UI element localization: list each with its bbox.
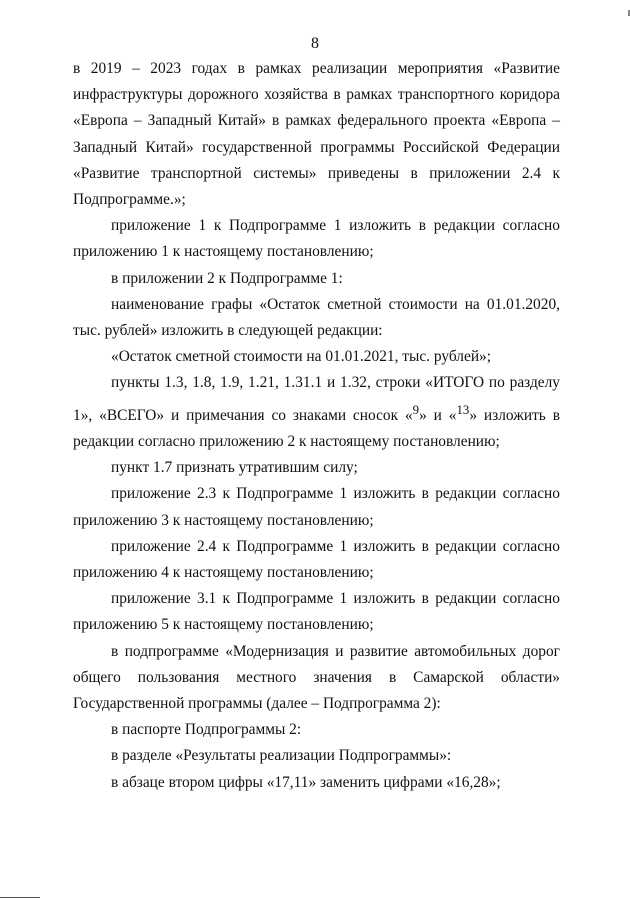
scan-edge-line: [0, 897, 40, 898]
page-number: 8: [311, 35, 319, 52]
paragraph-subprogram-2: в подпрограмме «Модернизация и развитие автомобильных дорог общего пользования местного значения в Самарской области» Государственной программы (далее – Подпрограмма 2):: [73, 642, 560, 712]
paragraph-point-1-7: пункт 1.7 признать утратившим силу;: [111, 459, 358, 477]
paragraph-results-section: в разделе «Результаты реализации Подпрограммы»:: [111, 747, 452, 765]
paragraph-appendix-2-intro: в приложении 2 к Подпрограмме 1:: [111, 269, 343, 287]
footnote-text-part: » изложить в редакции согласно приложению 2 к настоящему постановлению;: [73, 406, 560, 450]
paragraph-new-column-name: «Остаток сметной стоимости на 01.01.2021, тыс. рублей»;: [111, 348, 492, 366]
footnote-text-part: » и «: [419, 406, 457, 424]
footnote-mark: 9: [412, 402, 420, 417]
paragraph-appendix-2-3: приложение 2.3 к Подпрограмме 1 изложить в редакции согласно приложению 3 к настоящему постановлению;: [73, 485, 560, 529]
paragraph-passport: в паспорте Подпрограммы 2:: [111, 721, 302, 739]
footnote-text-part: пункты 1.3, 1.8, 1.9, 1.21, 1.31.1 и 1.32, строки «ИТОГО по разделу 1», «ВСЕГО» и примечания со знаками сносок «: [73, 374, 560, 424]
footnote-mark: 13: [456, 402, 470, 417]
paragraph-points-footnotes: [73, 370, 560, 455]
paragraph-continuation: в 2019 – 2023 годах в рамках реализации мероприятия «Развитие инфраструктуры дорожного хозяйства в рамках транспортного коридора «Европа – Западный Китай» в рамках федерального проекта «Европа – Западный Китай» государственной программы Российской Федерации «Развитие транспортной системы» приведены в приложении 2.4 к Подпрограмме.»;: [73, 60, 560, 209]
paragraph-appendix-1: приложение 1 к Подпрограмме 1 изложить в редакции согласно приложению 1 к настоящему постановлению;: [73, 217, 560, 261]
paragraph-figures-replace: в абзаце втором цифры «17,11» заменить цифрами «16,28»;: [111, 773, 501, 791]
paragraph-appendix-3-1: приложение 3.1 к Подпрограмме 1 изложить в редакции согласно приложению 5 к настоящему постановлению;: [73, 590, 560, 634]
paragraph-column-name: наименование графы «Остаток сметной стоимости на 01.01.2020, тыс. рублей» изложить в следующей редакции:: [73, 295, 560, 340]
paragraph-appendix-2-4: приложение 2.4 к Подпрограмме 1 изложить в редакции согласно приложению 4 к настоящему постановлению;: [73, 537, 560, 581]
document-body: [73, 56, 560, 796]
